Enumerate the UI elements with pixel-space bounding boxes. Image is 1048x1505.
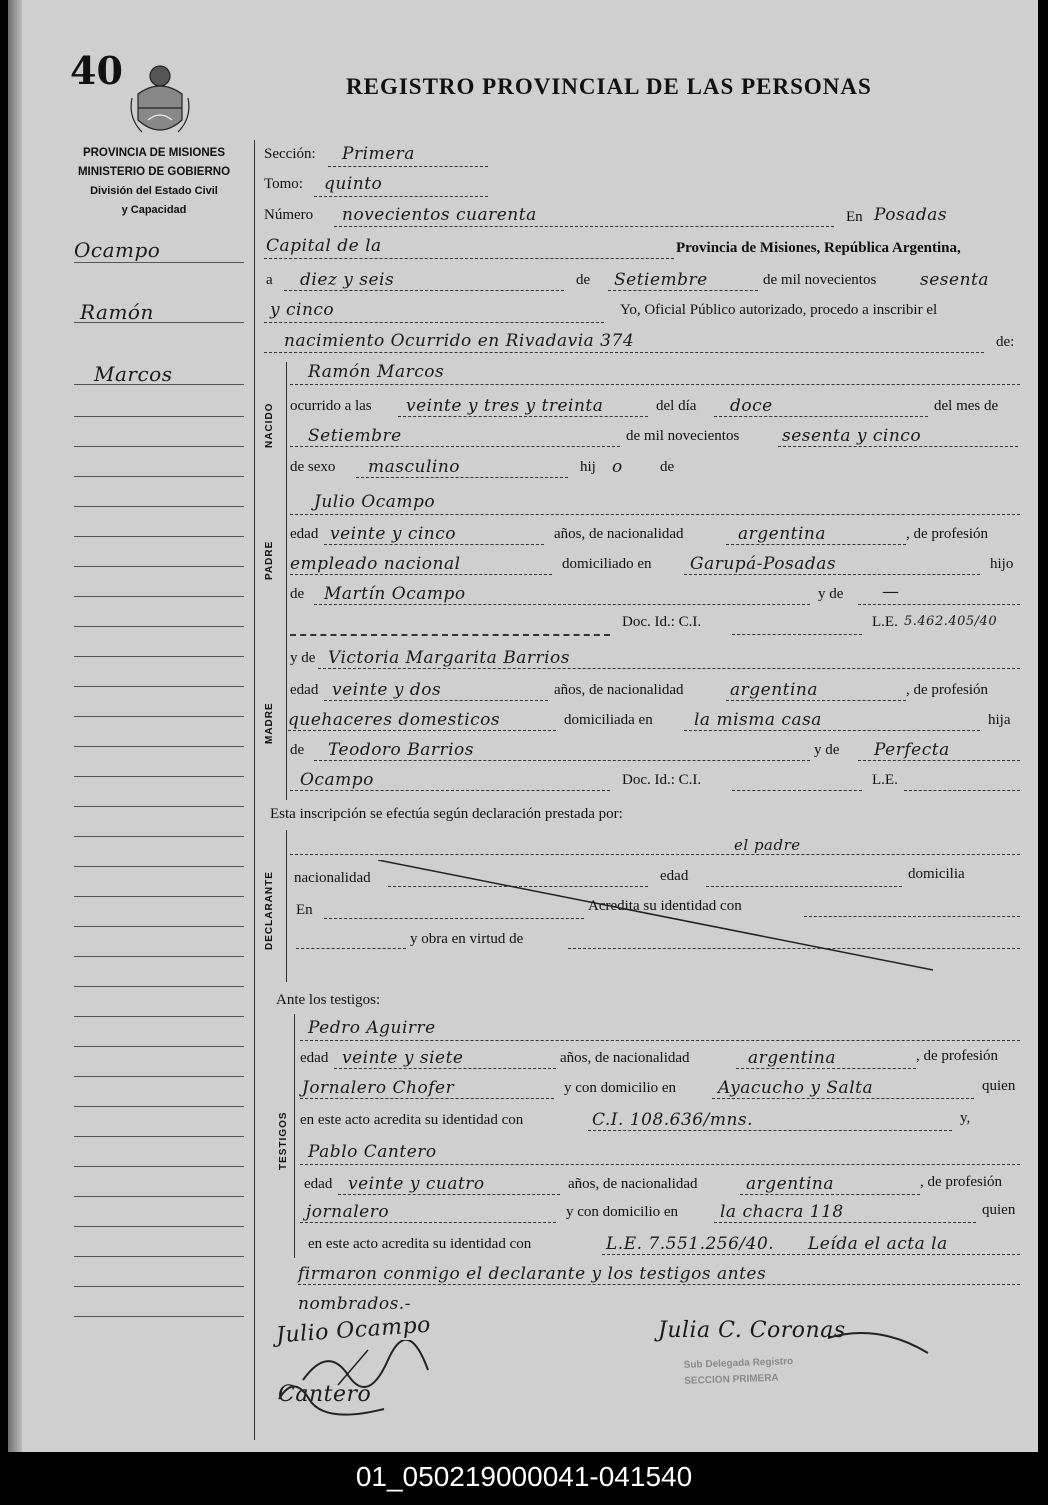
value-hora: veinte y tres y treinta: [406, 396, 604, 416]
label-t1-con-domicilio: y con domicilio en: [564, 1080, 677, 1096]
value-madre-edad: veinte y dos: [332, 680, 442, 700]
label-de-padres: de: [660, 459, 675, 475]
value-padre-edad: veinte y cinco: [330, 524, 457, 544]
value-madre-padre: Teodoro Barrios: [328, 740, 474, 760]
label-madre-anios: años, de nacionalidad: [554, 682, 684, 698]
value-dia: diez y seis: [300, 270, 395, 290]
signature-testigo: Cantero: [278, 1382, 372, 1407]
label-t1-quien: quien: [982, 1078, 1016, 1094]
value-cierre-1: Leída el acta la: [808, 1234, 948, 1254]
label-t2-edad: edad: [304, 1176, 333, 1192]
value-t1-dom: Ayacucho y Salta: [718, 1078, 874, 1098]
value-en: Posadas: [874, 205, 948, 225]
label-madre-y-de: y de: [290, 650, 316, 666]
value-declarante: el padre: [734, 836, 801, 854]
label-de-mes: de: [576, 272, 591, 288]
value-capital: Capital de la: [266, 236, 382, 256]
value-t2-prof: jornalero: [306, 1202, 390, 1222]
signature-flourish: [274, 1374, 404, 1424]
value-sexo: masculino: [368, 457, 461, 477]
value-numero: novecientos cuarenta: [342, 205, 537, 225]
label-de-mil-2: de mil novecientos: [626, 428, 740, 444]
label-padre-y-de: y de: [818, 586, 844, 602]
label-madre-edad: edad: [290, 682, 319, 698]
label-en: En: [846, 209, 863, 225]
label-hij: hij: [580, 459, 596, 475]
value-t1-prof: Jornalero Chofer: [302, 1078, 455, 1098]
label-decl-en: En: [296, 902, 313, 918]
value-padre-nombre: Julio Ocampo: [314, 492, 436, 512]
label-decl-edad: edad: [660, 868, 689, 884]
label-del-dia: del día: [656, 398, 697, 414]
label-de-colon: de:: [996, 334, 1015, 350]
signature-oficial-stroke: [828, 1318, 938, 1358]
label-numero: Número: [264, 207, 314, 223]
label-a: a: [266, 272, 273, 288]
value-t1-edad: veinte y siete: [342, 1048, 464, 1068]
value-t1-nac: argentina: [748, 1048, 837, 1068]
label-acredita: Acredita su identidad con: [588, 898, 742, 914]
section-label-madre: MADRE: [264, 702, 275, 744]
value-mes: Setiembre: [614, 270, 708, 290]
label-madre-profesion: , de profesión: [906, 682, 989, 698]
label-t2-en-este: en este acto acredita su identidad con: [308, 1236, 532, 1252]
label-domiciliado: domiciliado en: [562, 556, 652, 572]
label-madre-de: de: [290, 742, 305, 758]
value-t2-nombre: Pablo Cantero: [308, 1142, 437, 1162]
signature-oficial: Julia C. Coronas: [658, 1318, 846, 1343]
value-t2-edad: veinte y cuatro: [348, 1174, 485, 1194]
label-y-obra: y obra en virtud de: [410, 931, 524, 947]
margin-first-name: Ramón: [80, 300, 154, 324]
office-line-4: y Capacidad: [121, 204, 187, 216]
margin-surname: Ocampo: [74, 238, 161, 262]
office-line-3: División del Estado Civil: [90, 185, 218, 197]
official-stamp: [683, 1354, 794, 1390]
value-padre-madre: —: [882, 582, 900, 602]
label-padre-de: de: [290, 586, 305, 602]
stamp-line-1: Sub Delegada Registro: [683, 1356, 794, 1371]
value-seccion: Primera: [342, 144, 415, 164]
label-padre-edad: edad: [290, 526, 319, 542]
value-padre-prof: empleado nacional: [290, 554, 461, 574]
label-domiciliada: domiciliada en: [564, 712, 653, 728]
office-line-1: PROVINCIA DE MISIONES: [82, 147, 226, 159]
label-madre-le: L.E.: [872, 772, 898, 788]
section-label-testigos: TESTIGOS: [278, 1111, 289, 1170]
value-anio-2: y cinco: [270, 300, 335, 320]
label-seccion: Sección:: [264, 146, 316, 162]
margin-second-name: Marcos: [94, 362, 173, 386]
section-label-declarante: DECLARANTE: [264, 871, 275, 950]
value-mes-nac: Setiembre: [308, 426, 402, 446]
section-label-nacido: NACIDO: [264, 402, 275, 448]
label-padre-anios: años, de nacionalidad: [554, 526, 684, 542]
label-t2-anios: años, de nacionalidad: [568, 1176, 698, 1192]
label-t1-anios: años, de nacionalidad: [560, 1050, 690, 1066]
value-t1-nombre: Pedro Aguirre: [308, 1018, 436, 1038]
label-hijo: hijo: [990, 556, 1014, 572]
label-provincia: Provincia de Misiones, República Argentina,: [676, 240, 961, 256]
value-madre-dom: la misma casa: [694, 710, 822, 730]
label-padre-le: L.E.: [872, 614, 898, 630]
label-inscripcion: Esta inscripción se efectúa según declaración prestada por:: [270, 806, 623, 822]
label-de-mil: de mil novecientos: [763, 272, 877, 288]
label-t1-edad: edad: [300, 1050, 329, 1066]
value-madre-prof: quehaceres domesticos: [288, 710, 501, 730]
label-domicilia: domicilia: [908, 866, 965, 882]
coat-of-arms-icon: [128, 58, 192, 142]
label-sexo: de sexo: [290, 459, 336, 475]
label-t2-con-domicilio: y con domicilio en: [566, 1204, 679, 1220]
section-label-padre: PADRE: [264, 540, 275, 580]
value-tomo: quinto: [324, 174, 383, 194]
value-padre-padre: Martín Ocampo: [324, 584, 466, 604]
label-madre-doc: Doc. Id.: C.I.: [622, 772, 702, 788]
value-nacimiento: nacimiento Ocurrido en Rivadavia 374: [284, 331, 635, 351]
label-t2-profesion: , de profesión: [920, 1174, 1003, 1190]
label-hija: hija: [988, 712, 1011, 728]
value-t2-nac: argentina: [746, 1174, 835, 1194]
value-padre-nac: argentina: [738, 524, 827, 544]
value-anio-1: sesenta: [920, 270, 989, 290]
document-page: [8, 0, 1038, 1452]
value-madre-nac: argentina: [730, 680, 819, 700]
label-y-coma: y,: [960, 1110, 971, 1126]
label-ocurrido: ocurrido a las: [290, 398, 372, 414]
label-padre-doc: Doc. Id.: C.I.: [622, 614, 702, 630]
label-nacionalidad: nacionalidad: [294, 870, 371, 886]
cancel-strike-line: [378, 860, 938, 974]
label-tomo: Tomo:: [264, 176, 303, 192]
office-line-2: MINISTERIO DE GOBIERNO: [77, 166, 231, 178]
value-anio-nac: sesenta y cinco: [782, 426, 922, 446]
label-padre-profesion: , de profesión: [906, 526, 989, 542]
value-hij-suffix: o: [612, 457, 623, 477]
value-t2-dom: la chacra 118: [720, 1202, 844, 1222]
value-cierre-2: firmaron conmigo el declarante y los testigos antes: [298, 1264, 767, 1284]
label-t1-en-este: en este acto acredita su identidad con: [300, 1112, 524, 1128]
label-t1-profesion: , de profesión: [916, 1048, 999, 1064]
label-del-mes: del mes de: [934, 398, 999, 414]
scan-id-footer: 01_050219000041-041540: [0, 1452, 1048, 1505]
value-padre-le: 5.462.405/40: [904, 614, 998, 629]
value-padre-dom: Garupá-Posadas: [690, 554, 837, 574]
value-nacido-nombre: Ramón Marcos: [308, 362, 445, 382]
value-madre-madre-2: Ocampo: [300, 770, 374, 790]
value-t2-doc: L.E. 7.551.256/40.: [606, 1234, 775, 1254]
document-title: REGISTRO PROVINCIAL DE LAS PERSONAS: [346, 74, 872, 99]
office-header: [64, 144, 244, 220]
value-cierre-3: nombrados.-: [298, 1294, 411, 1314]
page-number: 40: [70, 48, 123, 93]
value-madre-nombre: Victoria Margarita Barrios: [328, 648, 571, 668]
value-madre-madre: Perfecta: [874, 740, 950, 760]
label-madre-y-de-2: y de: [814, 742, 840, 758]
label-ante: Ante los testigos:: [276, 992, 381, 1008]
value-t1-doc: C.I. 108.636/mns.: [592, 1110, 754, 1130]
value-dia-nac: doce: [730, 396, 773, 416]
stamp-line-2: SECCION PRIMERA: [684, 1372, 779, 1387]
signature-padre: Julio Ocampo: [275, 1312, 432, 1349]
label-yo: Yo, Oficial Público autorizado, procedo a inscribir el: [620, 302, 938, 318]
label-t2-quien: quien: [982, 1202, 1016, 1218]
